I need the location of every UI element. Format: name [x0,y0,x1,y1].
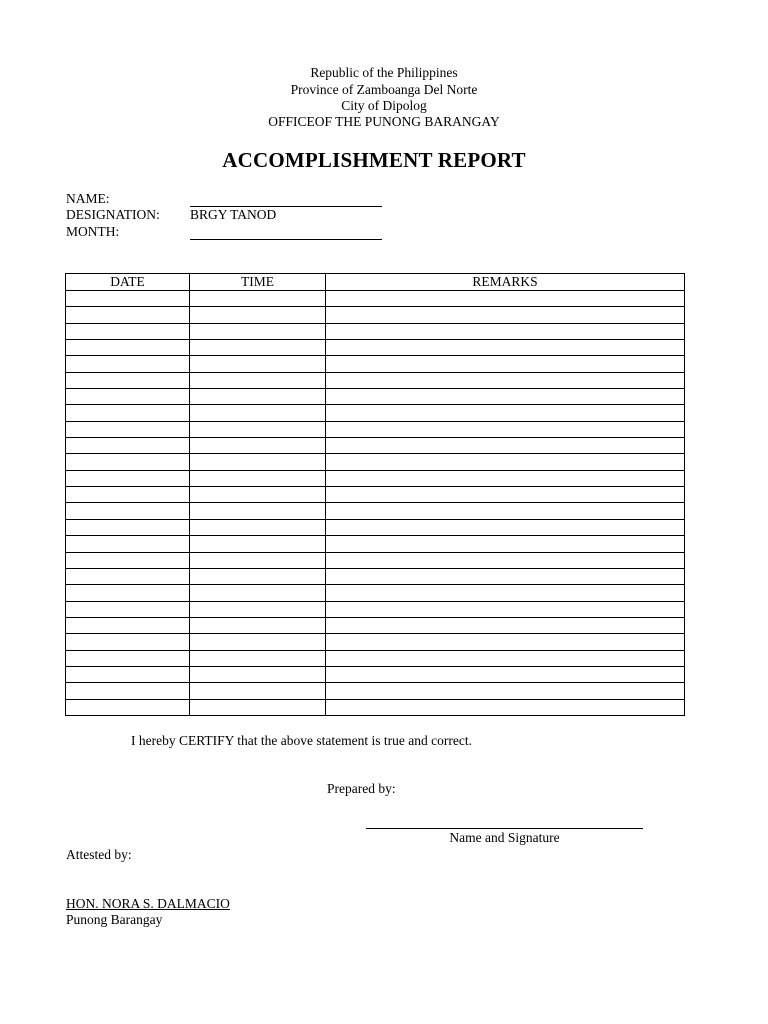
table-row [66,356,685,372]
remarks-cell [326,372,685,388]
table-row [66,405,685,421]
date-cell [66,454,190,470]
time-cell [190,389,326,405]
date-cell [66,585,190,601]
date-cell [66,372,190,388]
table-row [66,503,685,519]
time-cell [190,650,326,666]
date-cell [66,683,190,699]
time-cell [190,291,326,307]
designation-label: DESIGNATION: [66,207,160,222]
table-row [66,650,685,666]
remarks-cell [326,421,685,437]
attestor-name: HON. NORA S. DALMACIO [66,896,230,911]
remarks-cell [326,405,685,421]
name-and-signature-label: Name and Signature [449,830,560,845]
date-cell [66,634,190,650]
time-cell [190,487,326,503]
time-cell [190,438,326,454]
time-cell [190,536,326,552]
date-cell [66,340,190,356]
remarks-cell [326,487,685,503]
date-cell [66,666,190,682]
date-cell [66,568,190,584]
header-city: City of Dipolog [341,98,427,113]
remarks-cell [326,536,685,552]
remarks-column-header: REMARKS [326,274,685,291]
remarks-cell [326,470,685,486]
time-cell [190,323,326,339]
table-row [66,340,685,356]
time-cell [190,519,326,535]
remarks-cell [326,503,685,519]
date-cell [66,356,190,372]
time-cell [190,356,326,372]
time-cell [190,666,326,682]
time-cell [190,601,326,617]
report-title: ACCOMPLISHMENT REPORT [222,148,526,172]
remarks-cell [326,699,685,715]
date-cell [66,389,190,405]
table-row [66,617,685,633]
remarks-cell [326,454,685,470]
table-row [66,634,685,650]
header-province: Province of Zamboanga Del Norte [290,82,478,97]
table-row [66,438,685,454]
time-cell [190,634,326,650]
time-cell [190,470,326,486]
table-row [66,291,685,307]
date-cell [66,487,190,503]
table-row [66,519,685,535]
time-cell [190,617,326,633]
date-cell [66,650,190,666]
certification-statement: I hereby CERTIFY that the above statement is true and correct. [131,733,472,748]
time-cell [190,699,326,715]
table-row [66,487,685,503]
table-row [66,323,685,339]
remarks-cell [326,340,685,356]
remarks-cell [326,323,685,339]
time-cell [190,503,326,519]
date-cell [66,503,190,519]
month-blank-line [190,239,382,240]
date-cell [66,699,190,715]
remarks-cell [326,356,685,372]
date-cell [66,307,190,323]
date-cell [66,470,190,486]
time-cell [190,372,326,388]
prepared-by-label: Prepared by: [327,781,396,796]
remarks-cell [326,683,685,699]
remarks-cell [326,666,685,682]
date-column-header: DATE [66,274,190,291]
table-row [66,683,685,699]
remarks-cell [326,617,685,633]
header-office: OFFICEOF THE PUNONG BARANGAY [268,114,500,129]
date-cell [66,552,190,568]
time-cell [190,340,326,356]
time-cell [190,585,326,601]
time-cell [190,683,326,699]
remarks-cell [326,291,685,307]
time-column-header: TIME [190,274,326,291]
month-label: MONTH: [66,224,120,239]
table-row [66,601,685,617]
date-cell [66,405,190,421]
remarks-cell [326,650,685,666]
table-row [66,536,685,552]
header-republic: Republic of the Philippines [310,65,458,80]
table-header-row [66,274,685,291]
table-row [66,389,685,405]
date-cell [66,421,190,437]
date-cell [66,617,190,633]
date-cell [66,601,190,617]
table-row [66,666,685,682]
time-cell [190,552,326,568]
remarks-cell [326,519,685,535]
table-row [66,699,685,715]
attested-by-label: Attested by: [66,847,132,862]
date-cell [66,438,190,454]
remarks-cell [326,552,685,568]
signature-line [366,828,643,829]
remarks-cell [326,634,685,650]
remarks-cell [326,389,685,405]
remarks-cell [326,601,685,617]
table-row [66,585,685,601]
table-row [66,568,685,584]
remarks-cell [326,568,685,584]
table-row [66,372,685,388]
report-table [65,273,685,716]
table-row [66,470,685,486]
time-cell [190,421,326,437]
table-row [66,307,685,323]
table-row [66,552,685,568]
remarks-cell [326,585,685,601]
date-cell [66,519,190,535]
time-cell [190,454,326,470]
name-label: NAME: [66,191,110,206]
time-cell [190,568,326,584]
date-cell [66,291,190,307]
report-table-body [66,291,685,716]
time-cell [190,307,326,323]
date-cell [66,536,190,552]
designation-value: BRGY TANOD [190,207,277,222]
attestor-title: Punong Barangay [66,912,163,927]
time-cell [190,405,326,421]
date-cell [66,323,190,339]
remarks-cell [326,307,685,323]
table-row [66,454,685,470]
table-row [66,421,685,437]
remarks-cell [326,438,685,454]
